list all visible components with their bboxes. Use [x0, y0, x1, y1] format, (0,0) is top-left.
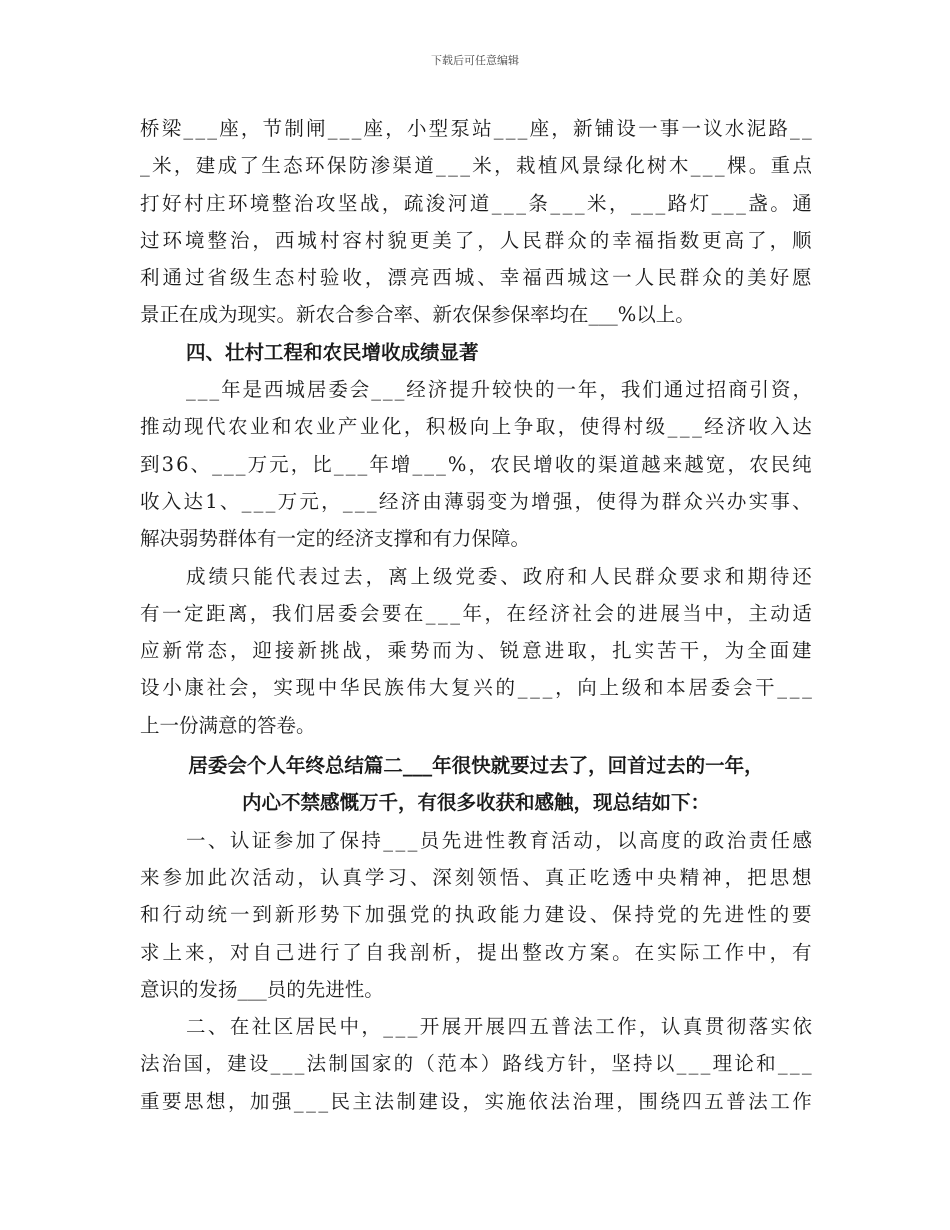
article-title-line: 内心不禁感慨万千，有很多收获和感触，现总结如下：: [241, 791, 710, 815]
paragraph: [140, 1008, 812, 1120]
text-line: 桥 梁 _ _ _ 座 ， 节 制 闸 _ _ _ 座 ， 小 型 泵 站 _ _ _ 座 ， 新 铺 设 一 事 一 议 水 泥 路 _ _: [140, 117, 812, 140]
text-line: 解决弱势群体有一定的经济支撑和有力保障。: [140, 527, 531, 551]
paragraph: [140, 558, 812, 744]
text-line: 设 小 康 社 会 ， 实 现 中 华 民 族 伟 大 复 兴 的 _ _ _ ， 向 上 级 和 本 居 委 会 干 _ _ _: [140, 676, 812, 700]
text-line: 重 要 思 想 ， 加 强 _ _ _ 民 主 法 制 建 设 ， 实 施 依 法 治 理 ， 围 绕 四 五 普 法 工 作: [140, 1089, 812, 1113]
text-line: 利 通 过 省 级 生 态 村 验 收 ， 漂 亮 西 城 、 幸 福 西 城 这 一 人 民 群 众 的 美 好 愿: [140, 266, 812, 290]
text-line: 收 入 达 1 、 _ _ _ 万 元 ， _ _ _ 经 济 由 薄 弱 变 为 增 强 ， 使 得 为 群 众 兴 办 实 事 、: [140, 489, 812, 513]
section-heading: 四、壮村工程和农民增收成绩显著: [186, 340, 479, 364]
text-line: 打 好 村 庄 环 境 整 治 攻 坚 战 ， 疏 浚 河 道 _ _ _ 条 _ _ _ 米 ， _ _ _ 路 灯 _ _ _ 盏 。 通: [140, 191, 812, 215]
text-line: 成 绩 只 能 代 表 过 去 ， 离 上 级 党 委 、 政 府 和 人 民 群 众 要 求 和 期 待 还: [186, 564, 812, 588]
text-line: 应 新 常 态 ， 迎 接 新 挑 战 ， 乘 势 而 为 、 锐 意 进 取 ， 扎 实 苦 干 ， 为 全 面 建: [140, 639, 812, 663]
paragraph: [140, 110, 812, 334]
text-line: 法 治 国 ， 建 设 _ _ _ 法 制 国 家 的 （ 范 本 ） 路 线 方 针 ， 坚 持 以 _ _ _ 理 论 和 _ _ _: [140, 1052, 812, 1076]
text-line: 来 参 加 此 次 活 动 ， 认 真 学 习 、 深 刻 领 悟 、 真 正 吃 透 中 央 精 神 ， 把 思 想: [140, 865, 812, 889]
text-line: 意识的发扬___员的先进性。: [140, 977, 384, 1001]
text-line: _ 米 ， 建 成 了 生 态 环 保 防 渗 渠 道 _ _ _ 米 ， 栽 植 风 景 绿 化 树 木 _ _ _ 棵 。 重 点: [140, 154, 812, 178]
text-line: 一 、 认 证 参 加 了 保 持 _ _ _ 员 先 进 性 教 育 活 动 ， 以 高 度 的 政 治 责 任 感: [186, 828, 812, 852]
text-line: 到 3 6 、 _ _ _ 万 元 ， 比 _ _ _ 年 增 _ _ _ % ， 农 民 增 收 的 渠 道 越 来 越 宽 ， 农 民 纯: [140, 452, 812, 476]
text-line: 景正在成为现实。新农合参合率、新农保参保率均在___%以上。: [140, 303, 695, 327]
text-line: 求 上 来 ， 对 自 己 进 行 了 自 我 剖 析 ， 提 出 整 改 方 案 。 在 实 际 工 作 中 ， 有: [140, 940, 812, 964]
text-line: 有 一 定 距 离 ， 我 们 居 委 会 要 在 _ _ _ 年 ， 在 经 济 社 会 的 进 展 当 中 ， 主 动 适: [140, 601, 812, 625]
text-line: 推 动 现 代 农 业 和 农 业 产 业 化 ， 积 极 向 上 争 取 ， 使 得 村 级 _ _ _ 经 济 收 入 达: [140, 415, 812, 439]
text-line: _ _ _ 年 是 西 城 居 委 会 _ _ _ 经 济 提 升 较 快 的 一 年 ， 我 们 通 过 招 商 引 资 ，: [186, 378, 812, 402]
text-line: 上一份满意的答卷。: [140, 713, 316, 737]
paragraph: [140, 371, 812, 557]
text-line: 和 行 动 统 一 到 新 形 势 下 加 强 党 的 执 政 能 力 建 设 、 保 持 党 的 先 进 性 的 要: [140, 903, 812, 927]
text-line: 过 环 境 整 治 ， 西 城 村 容 村 貌 更 美 了 ， 人 民 群 众 的 幸 福 指 数 更 高 了 ， 顺: [140, 228, 812, 252]
page-header: 下载后可任意编辑: [431, 54, 519, 67]
paragraph: [140, 822, 812, 1008]
document-body: [140, 110, 812, 1120]
text-line: 二 、 在 社 区 居 民 中 ， _ _ _ 开 展 开 展 四 五 普 法 工 作 ， 认 真 贯 彻 落 实 依: [186, 1015, 812, 1039]
article-title-line: 居委会个人年终总结篇二___年很快就要过去了，回首过去的一年，: [188, 754, 764, 778]
